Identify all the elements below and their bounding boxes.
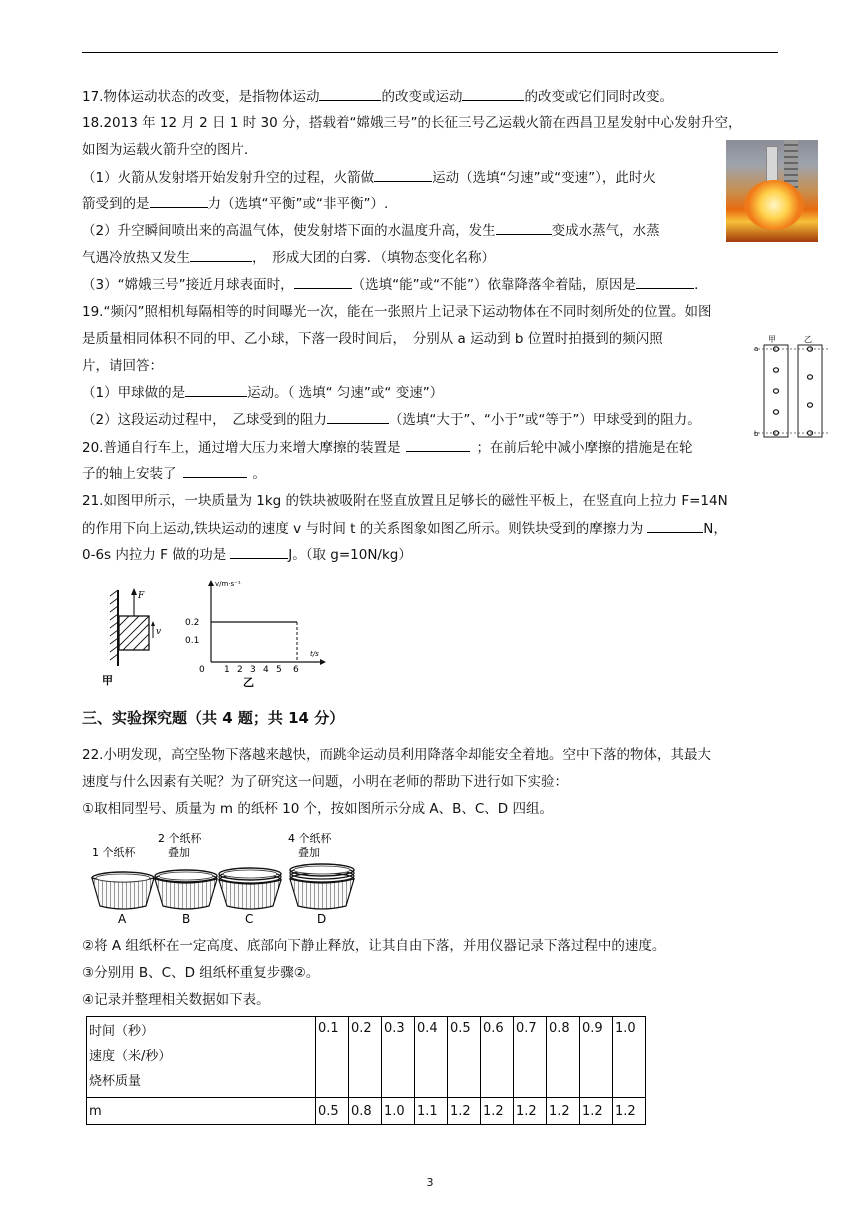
header-speed: 速度（米/秒）	[89, 1049, 172, 1064]
q18-part-1-cont	[82, 193, 388, 214]
cup-letter-D: D	[317, 912, 327, 926]
rocket-launch-photo	[726, 140, 818, 242]
page-number: 3	[426, 1176, 434, 1189]
q19-p2-text-b: （选填“大于”、“小于”或“等于”）甲球受到的阻力。	[388, 412, 701, 428]
q21-label-jia: 甲	[102, 674, 113, 687]
q19-line-3: 片，请回答：	[82, 358, 163, 374]
q18-part-2	[82, 220, 660, 241]
q17-blank-1	[319, 86, 381, 101]
q18-part-1	[82, 167, 656, 188]
q22-step-2: ②将 A 组纸杯在一定高度、底部向下静止释放，让其自由下落，并用仪器记录下落过程中的速度。	[82, 938, 666, 954]
speed-cell: 1.2	[481, 1098, 514, 1125]
q19-p2-text-a: （2）这段运动过程中， 乙球受到的阻力	[82, 412, 327, 428]
speed-cell: 1.0	[382, 1098, 415, 1125]
q21-x-tick-6: 6	[293, 665, 299, 675]
q20-text-d: 。	[252, 466, 266, 482]
q18-p3-text-c: ．	[694, 277, 708, 293]
q21-text-b: N，	[703, 521, 727, 537]
q21-x-tick-3: 3	[250, 665, 256, 675]
q21-x-label: t/s	[310, 650, 319, 658]
q18-part-2-cont	[82, 247, 495, 268]
row-label-cell: m	[87, 1098, 316, 1125]
q22-line-1: 22.小明发现，高空坠物下落越来越快，而跳伞运动员利用降落伞却能安全着地。空中下落的物体，其最大	[82, 747, 711, 763]
speed-cell: 1.2	[448, 1098, 481, 1125]
header-mass: 烧杯质量	[89, 1074, 142, 1089]
q21-label-yi: 乙	[243, 676, 254, 688]
q18-blank-5	[294, 274, 352, 289]
speed-cell: 0.5	[316, 1098, 349, 1125]
q19-p1-text-b: 运动。（ 选填“ 匀速”或“ 变速”）	[247, 385, 444, 401]
q21-vt-graph	[185, 580, 326, 688]
q18-p1-text-a: （1）火箭从发射塔开始发射升空的过程，火箭做	[82, 170, 375, 186]
cup-letter-C: C	[245, 912, 254, 926]
q19-blank-1	[185, 382, 247, 397]
time-cell: 0.6	[481, 1017, 514, 1098]
speed-cell: 1.2	[613, 1098, 646, 1125]
cup-group-C	[219, 868, 281, 909]
cup-letter-B: B	[182, 912, 191, 926]
table-header-row	[87, 1017, 646, 1098]
q17-text-b: 的改变或运动	[381, 89, 463, 105]
cups-label-4b: 叠加	[298, 846, 320, 859]
q21-line-2	[82, 518, 727, 539]
strobe-photo-figure	[754, 332, 828, 440]
q21-line-3	[82, 544, 412, 565]
q22-data-table	[86, 1016, 646, 1125]
q19-line-2: 是质量相同体积不同的甲、乙小球，下落一段时间后， 分别从 a 运动到 b 位置时拍摄到的频闪照	[82, 331, 663, 347]
cups-label-4a: 4 个纸杯	[288, 832, 332, 845]
q22-step-1: ①取相同型号、质量为 m 的纸杯 10 个，按如图所示分成 A、B、C、D 四组。	[82, 801, 553, 817]
speed-cell: 1.2	[547, 1098, 580, 1125]
q20-text-c: 子的轴上安装了	[82, 466, 177, 482]
section-3-heading: 三、实验探究题（共 4 题；共 14 分）	[82, 709, 345, 727]
q18-blank-2	[150, 193, 208, 208]
q19-part-1	[82, 382, 443, 403]
q22-step-3: ③分别用 B、C、D 组纸杯重复步骤②。	[82, 965, 320, 981]
cups-label-2a: 2 个纸杯	[158, 832, 202, 845]
q22-step-4: ④记录并整理相关数据如下表。	[82, 992, 270, 1008]
q18-p1-text-b: 运动（选填“匀速”或“变速”），此时火	[432, 170, 656, 186]
cup-group-B	[155, 870, 217, 909]
table-row	[87, 1098, 646, 1125]
time-cell: 0.3	[382, 1017, 415, 1098]
q21-x-tick-5: 5	[276, 665, 282, 675]
q21-fig-jia	[102, 588, 161, 687]
time-cell: 0.8	[547, 1017, 580, 1098]
strobe-label-yi: 乙	[804, 335, 812, 344]
time-cell: 0.1	[316, 1017, 349, 1098]
q21-x-tick-4: 4	[263, 665, 269, 675]
cup-letter-A: A	[118, 912, 127, 926]
q21-x-tick-0: 0	[199, 665, 205, 675]
strobe-label-jia: 甲	[768, 335, 776, 344]
q22-line-2: 速度与什么因素有关呢？为了研究这一问题，小明在老师的帮助下进行如下实验：	[82, 774, 568, 790]
q19-blank-2	[327, 409, 389, 424]
q17-text-a: 17.物体运动状态的改变，是指物体运动	[82, 89, 320, 105]
time-cell: 1.0	[613, 1017, 646, 1098]
q21-label-v: v	[156, 627, 162, 637]
q21-text-c: 0-6s 内拉力 F 做的功是	[82, 547, 227, 563]
q21-line-1: 21.如图甲所示，一块质量为 1kg 的铁块被吸附在竖直放置且足够长的磁性平板上，在竖直向上拉力 F=14N	[82, 493, 728, 509]
q18-blank-1	[374, 167, 432, 182]
q21-text-a: 的作用下向上运动,铁块运动的速度 v 与时间 t 的关系图象如图乙所示。则铁块受到的摩擦力为	[82, 521, 644, 537]
table-header-cell	[87, 1017, 316, 1098]
q18-blank-4	[190, 247, 252, 262]
time-cell: 0.4	[415, 1017, 448, 1098]
q21-blank-1	[647, 518, 703, 533]
q18-blank-6	[636, 274, 694, 289]
q21-x-tick-2: 2	[237, 665, 243, 675]
cup-group-A	[92, 872, 154, 909]
q18-line-1: 18.2013 年 12 月 2 日 1 时 30 分，搭载着“嫦娥三号”的长征三号乙运载火箭在西昌卫星发射中心发射升空，	[82, 115, 742, 131]
cups-label-1: 1 个纸杯	[92, 846, 136, 859]
q18-p1-text-c: 箭受到的是	[82, 196, 150, 212]
q17-text-c: 的改变或它们同时改变。	[524, 89, 673, 105]
q18-line-2: 如图为运载火箭升空的图片．	[82, 142, 258, 158]
q21-y-tick-0.1: 0.1	[185, 636, 200, 646]
q21-label-F: F	[138, 591, 145, 601]
q18-p1-text-d: 力（选填“平衡”或“非平衡”）.	[207, 196, 389, 212]
q21-blank-2	[230, 544, 288, 559]
q20-line-2	[82, 463, 266, 484]
q21-figure	[96, 576, 326, 688]
speed-cell: 0.8	[349, 1098, 382, 1125]
q18-p2-text-d: ， 形成大团的白雾．（填物态变化名称）	[252, 250, 495, 266]
time-cell: 0.2	[349, 1017, 382, 1098]
q20-text-b: ；在前后轮中减小摩擦的措施是在轮	[476, 440, 693, 456]
q19-p1-text-a: （1）甲球做的是	[82, 385, 186, 401]
q18-p3-text-b: （选填“能”或“不能”）依靠降落伞着陆，原因是	[351, 277, 637, 293]
q21-y-tick-0.2: 0.2	[185, 618, 200, 628]
q19-part-2	[82, 409, 701, 430]
strobe-label-b: b	[754, 430, 759, 438]
q17-blank-2	[462, 86, 524, 101]
speed-cell: 1.1	[415, 1098, 448, 1125]
q21-text-d: J。（取 g=10N/kg）	[288, 547, 412, 563]
header-time: 时间（秒）	[89, 1024, 155, 1039]
question-17	[82, 86, 673, 107]
q21-y-label: v/m·s⁻¹	[215, 580, 241, 588]
q18-part-3	[82, 274, 708, 295]
speed-cell: 1.2	[514, 1098, 547, 1125]
time-cell: 0.9	[580, 1017, 613, 1098]
strobe-label-a: a	[754, 345, 759, 353]
q19-line-1: 19.“频闪”照相机每隔相等的时间曝光一次，能在一张照片上记录下运动物体在不同时刻所处的位置。如图	[82, 304, 712, 320]
q21-x-tick-1: 1	[224, 665, 230, 675]
q20-blank-2	[183, 463, 247, 478]
q18-p3-text-a: （3）“嫦娥三号”接近月球表面时，	[82, 277, 294, 293]
header-rule	[82, 52, 778, 53]
time-cell: 0.5	[448, 1017, 481, 1098]
q20-line-1	[82, 437, 692, 458]
speed-cell: 1.2	[580, 1098, 613, 1125]
cup-group-D	[290, 864, 354, 909]
q18-p2-text-c: 气遇冷放热又发生	[82, 250, 190, 266]
q18-p2-text-b: 变成水蒸气，水蒸	[551, 223, 660, 239]
q20-blank-1	[406, 437, 470, 452]
q18-p2-text-a: （2）升空瞬间喷出来的高温气体，使发射塔下面的水温度升高，发生	[82, 223, 496, 239]
time-cell: 0.7	[514, 1017, 547, 1098]
q20-text-a: 20.普通自行车上，通过增大压力来增大摩擦的装置是	[82, 440, 401, 456]
paper-cups-figure	[86, 826, 358, 926]
cups-label-2b: 叠加	[168, 846, 190, 859]
q18-blank-3	[496, 220, 552, 235]
